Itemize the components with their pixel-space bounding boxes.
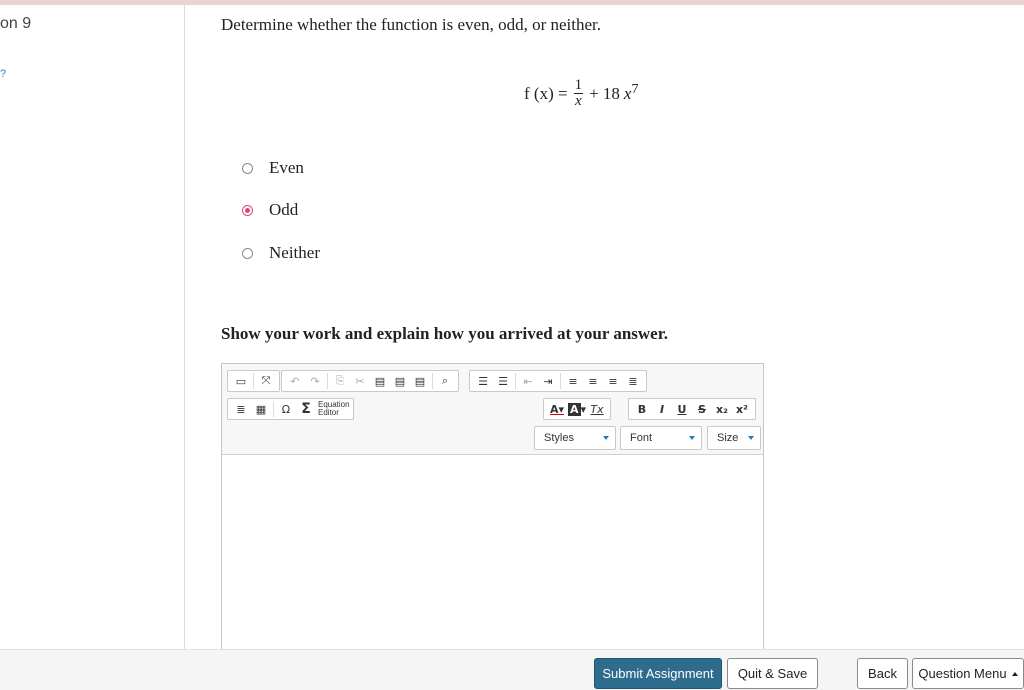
- formula-variable: x: [623, 83, 632, 103]
- editor-content-area[interactable]: [222, 455, 763, 662]
- toolbar-separator: [432, 373, 433, 389]
- find-icon[interactable]: ⌕: [441, 374, 449, 387]
- work-prompt: Show your work and explain how you arrived at your answer.: [221, 324, 668, 343]
- chevron-down-icon: [603, 436, 609, 440]
- option-label-even: Even: [269, 158, 304, 177]
- numbered-list-icon[interactable]: ☰: [478, 374, 488, 388]
- styles-dropdown-label: Styles: [544, 432, 574, 444]
- top-accent-line: [0, 0, 1024, 5]
- radio-neither[interactable]: [242, 248, 253, 259]
- size-dropdown[interactable]: [707, 426, 761, 450]
- help-icon[interactable]: ?: [0, 68, 7, 80]
- option-odd[interactable]: [242, 200, 298, 220]
- back-button[interactable]: Back: [857, 658, 908, 689]
- font-dropdown-label: Font: [630, 432, 653, 444]
- rich-text-editor: [221, 363, 764, 663]
- fraction-numerator: 1: [574, 77, 583, 93]
- toolbar-group-clipboard: [281, 370, 459, 392]
- text-color-icon[interactable]: A▾: [549, 402, 565, 416]
- editor-toolbar: [222, 364, 763, 455]
- caret-up-icon: [1012, 672, 1018, 676]
- equation-editor-line1: Equation: [318, 400, 350, 409]
- option-label-neither: Neither: [269, 243, 320, 262]
- toolbar-group-basic-styles: [628, 398, 756, 420]
- indent-icon[interactable]: ⇥: [543, 374, 553, 388]
- toolbar-separator: [253, 373, 254, 389]
- quit-and-save-button[interactable]: Quit & Save: [727, 658, 818, 689]
- styles-dropdown[interactable]: [534, 426, 616, 450]
- equation-editor-line2: Editor: [318, 408, 339, 417]
- align-right-icon[interactable]: ≡: [608, 374, 618, 388]
- copy-formatting-icon[interactable]: ⎘: [335, 374, 345, 387]
- font-dropdown[interactable]: [620, 426, 702, 450]
- cut-icon[interactable]: ✂: [355, 374, 365, 388]
- formula-plus-term: + 18: [589, 83, 620, 103]
- bold-icon[interactable]: B: [637, 402, 647, 416]
- size-dropdown-label: Size: [717, 432, 739, 444]
- bulleted-list-icon[interactable]: ☰: [498, 374, 508, 388]
- horizontal-rule-icon[interactable]: ≣: [236, 402, 246, 416]
- toolbar-group-colors: [543, 398, 611, 420]
- submit-assignment-button[interactable]: Submit Assignment: [594, 658, 722, 689]
- strikethrough-icon[interactable]: S: [698, 402, 706, 416]
- sigma-icon[interactable]: Σ: [301, 401, 311, 417]
- equation-editor-button[interactable]: [316, 401, 350, 417]
- formula-fraction: [574, 78, 584, 109]
- toolbar-group-lists: [469, 370, 647, 392]
- toolbar-separator: [327, 373, 328, 389]
- align-center-icon[interactable]: ≡: [588, 374, 598, 388]
- toolbar-separator: [560, 373, 561, 389]
- background-color-icon[interactable]: A ▾: [570, 402, 587, 416]
- source-icon[interactable]: ▭: [235, 374, 247, 388]
- align-justify-icon[interactable]: ≣: [628, 374, 638, 388]
- question-menu-button[interactable]: [912, 658, 1024, 689]
- option-label-odd: Odd: [269, 200, 299, 219]
- special-character-icon[interactable]: Ω: [281, 402, 291, 416]
- undo-icon[interactable]: ↶: [290, 374, 300, 388]
- align-left-icon[interactable]: ≡: [568, 374, 578, 388]
- paste-text-icon[interactable]: ▤: [394, 374, 406, 388]
- radio-odd[interactable]: [242, 205, 253, 216]
- underline-icon[interactable]: U: [677, 402, 687, 416]
- fraction-denominator: x: [574, 93, 582, 109]
- chevron-down-icon: [689, 436, 695, 440]
- subscript-icon[interactable]: x₂: [716, 402, 728, 416]
- toolbar-separator: [273, 401, 274, 417]
- formula-lhs: f (x) =: [524, 83, 568, 103]
- formula-exponent: 7: [631, 81, 639, 97]
- option-neither[interactable]: [242, 243, 320, 263]
- question-number-label: on 9: [0, 15, 32, 32]
- paste-icon[interactable]: ▤: [374, 374, 386, 388]
- superscript-icon[interactable]: x²: [736, 402, 748, 416]
- toolbar-group-insert: [227, 398, 354, 420]
- question-prompt: Determine whether the function is even, odd, or neither.: [221, 15, 602, 34]
- option-even[interactable]: [242, 158, 304, 178]
- outdent-icon[interactable]: ⇤: [523, 374, 533, 388]
- function-formula: [524, 78, 638, 109]
- remove-format-icon[interactable]: Tx: [590, 402, 604, 416]
- italic-icon[interactable]: I: [659, 402, 665, 416]
- toolbar-group-view: [227, 370, 280, 392]
- redo-icon[interactable]: ↷: [310, 374, 320, 388]
- radio-even[interactable]: [242, 163, 253, 174]
- footer-bar: [0, 649, 1024, 690]
- maximize-icon[interactable]: ⤧: [261, 374, 271, 387]
- question-menu-label: Question Menu: [918, 666, 1007, 681]
- sidebar-divider: [184, 5, 185, 650]
- toolbar-separator: [515, 373, 516, 389]
- paste-word-icon[interactable]: ▤: [414, 374, 426, 388]
- chevron-down-icon: [748, 436, 754, 440]
- table-icon[interactable]: ▦: [255, 402, 267, 416]
